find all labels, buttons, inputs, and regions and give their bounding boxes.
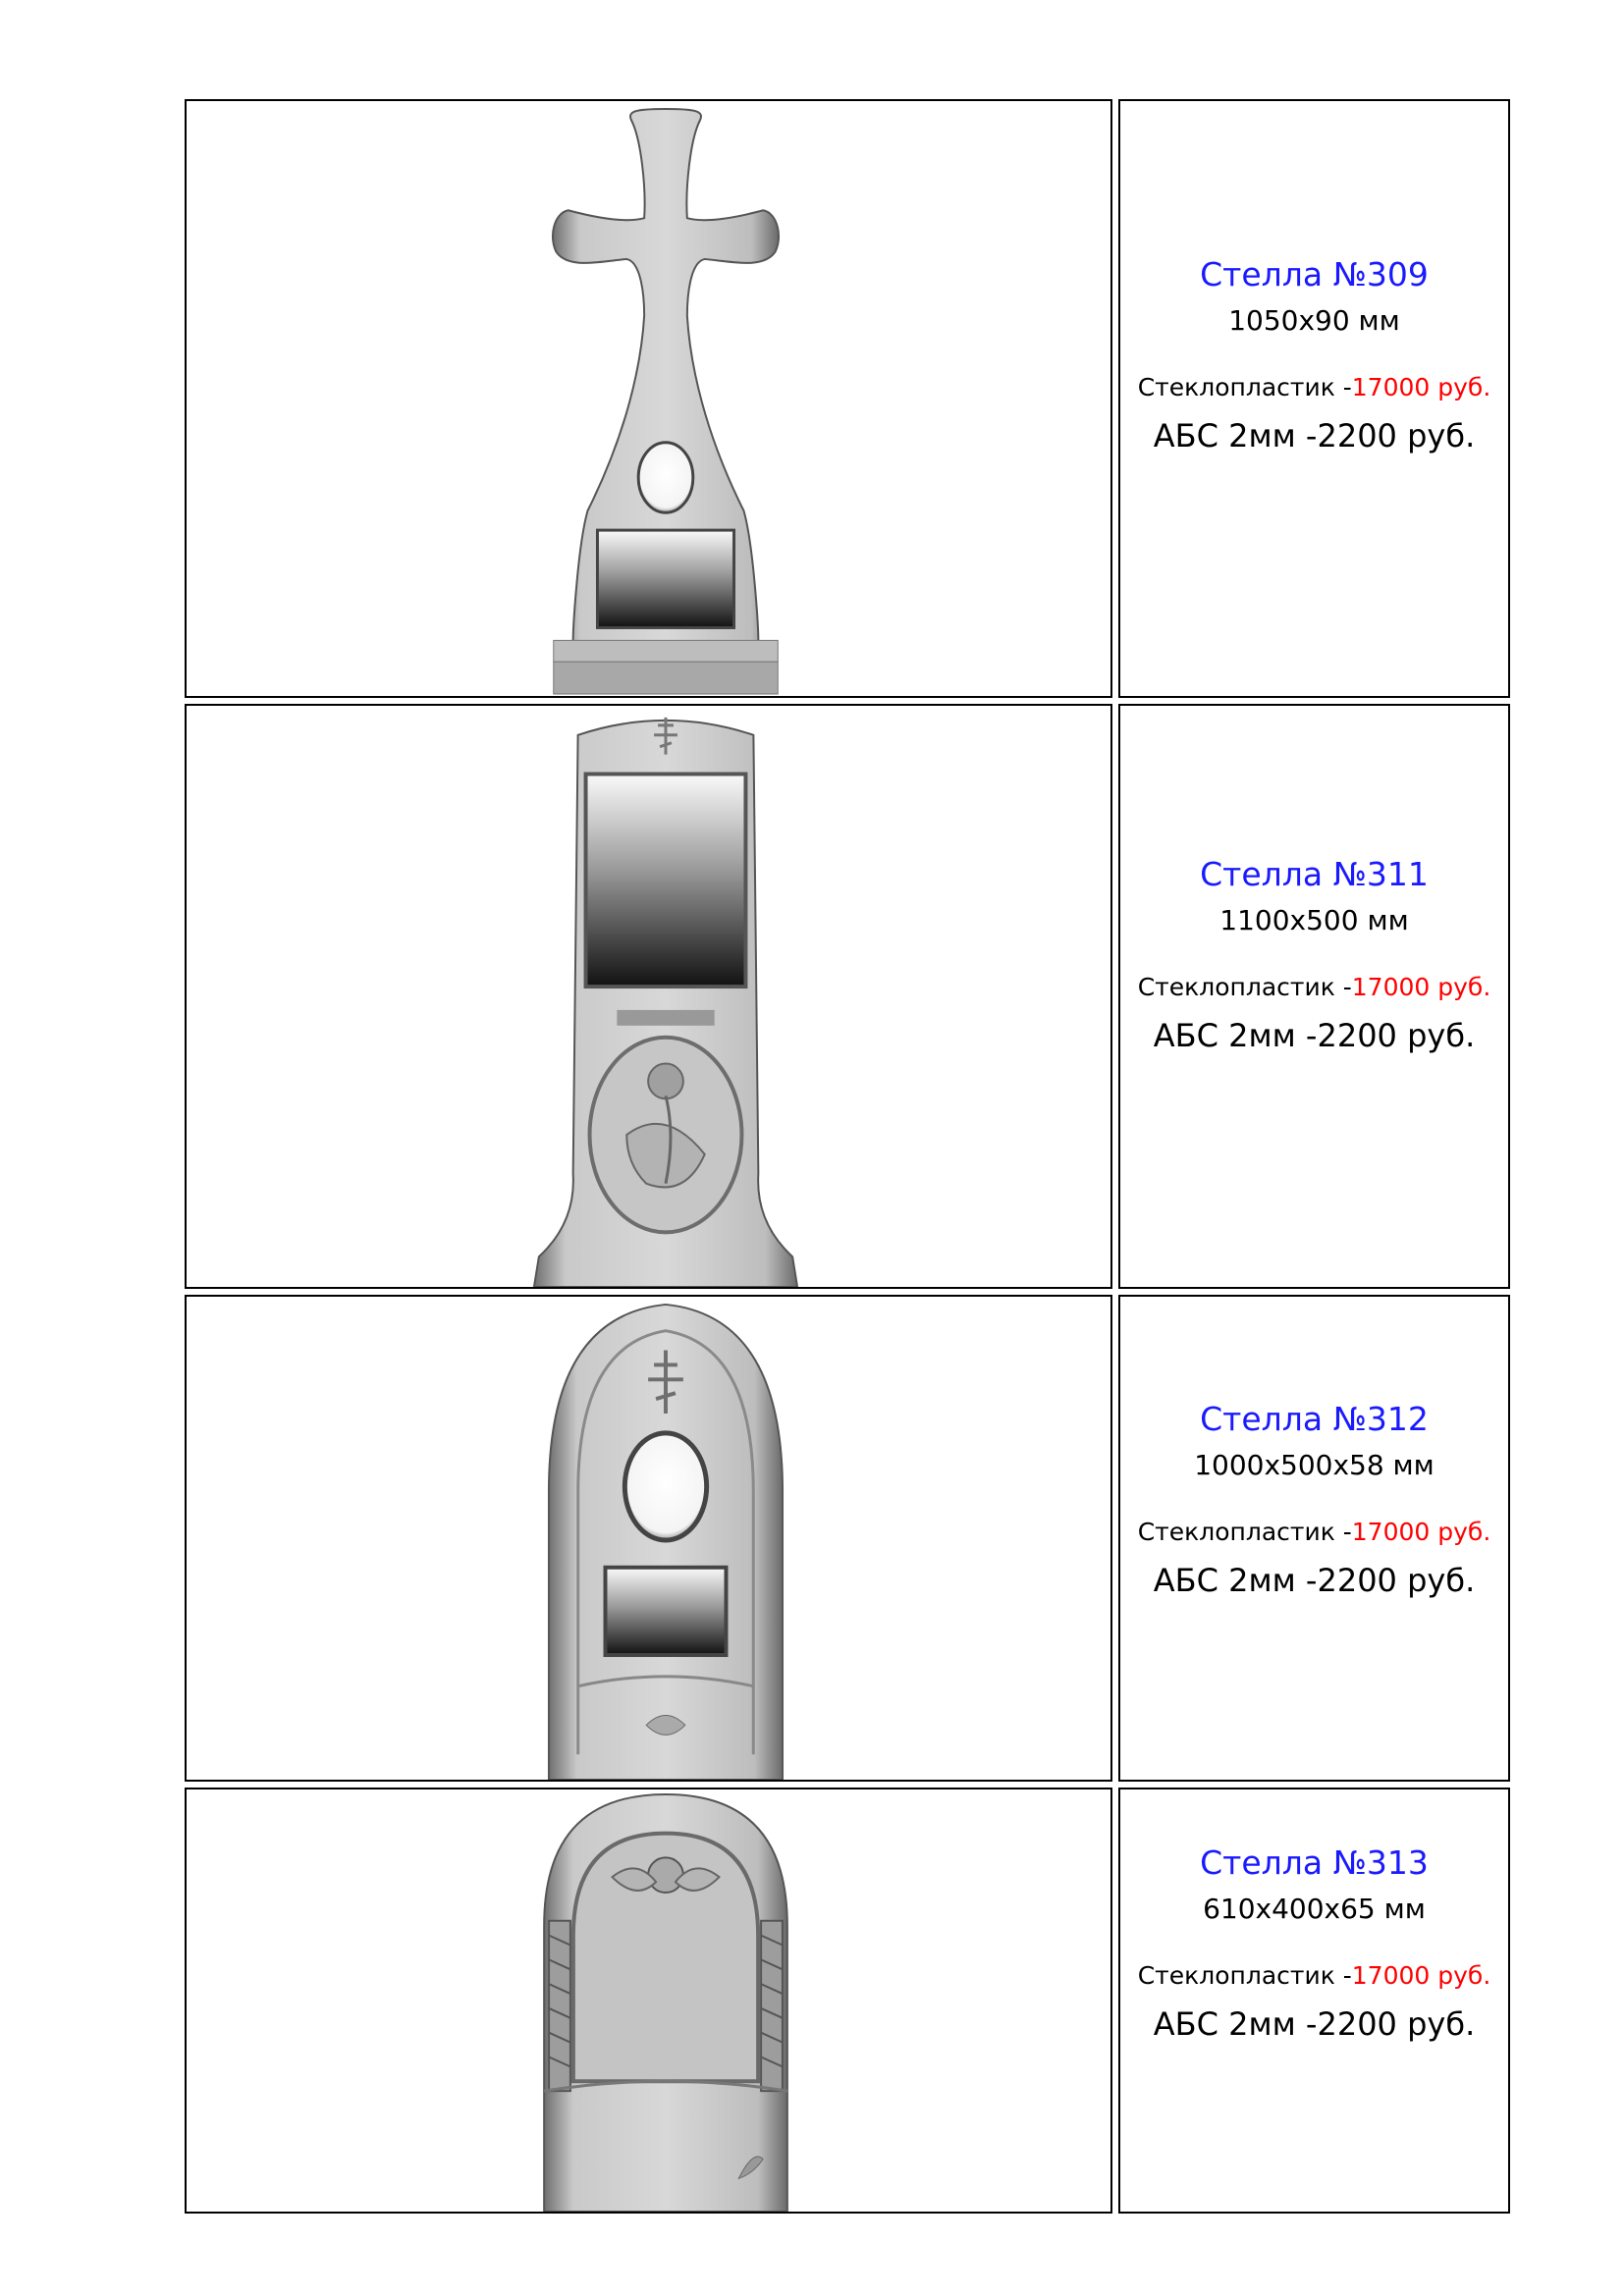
product-size: 1050х90 мм xyxy=(1228,304,1400,337)
product-row-313 xyxy=(185,1788,1510,2214)
abs-price-line: АБС 2мм -2200 руб. xyxy=(1153,2005,1476,2043)
price-value: 17000 руб. xyxy=(1351,1961,1491,1990)
material-label: Стеклопластик - xyxy=(1137,1961,1352,1990)
fiberglass-price-line xyxy=(1120,1961,1508,1991)
fiberglass-price-line xyxy=(1120,1518,1508,1547)
product-info-cell xyxy=(1118,1788,1510,2214)
abs-price-line: АБС 2мм -2200 руб. xyxy=(1153,417,1476,454)
fiberglass-price-line xyxy=(1120,373,1508,402)
product-name: Стелла №313 xyxy=(1200,1843,1429,1882)
product-size: 610х400х65 мм xyxy=(1203,1893,1426,1925)
material-label: Стеклопластик - xyxy=(1137,373,1352,401)
price-value: 17000 руб. xyxy=(1351,373,1491,401)
product-image-cell xyxy=(185,1295,1112,1782)
product-name: Стелла №312 xyxy=(1200,1400,1429,1438)
product-size: 1100х500 мм xyxy=(1219,904,1409,936)
angel-arch-stele-image xyxy=(518,1789,813,2212)
product-name: Стелла №311 xyxy=(1200,855,1429,893)
product-name: Стелла №309 xyxy=(1200,255,1429,294)
abs-price-line: АБС 2мм -2200 руб. xyxy=(1153,1562,1476,1599)
material-label: Стеклопластик - xyxy=(1137,1518,1352,1546)
product-row-312 xyxy=(185,1295,1510,1782)
product-info-cell xyxy=(1118,99,1510,698)
product-row-309 xyxy=(185,99,1510,698)
abs-price-line: АБС 2мм -2200 руб. xyxy=(1153,1017,1476,1054)
cross-stele-image xyxy=(518,101,813,696)
fiberglass-price-line xyxy=(1120,973,1508,1002)
product-size: 1000х500х58 мм xyxy=(1194,1449,1435,1481)
rose-hands-stele-image xyxy=(518,706,813,1287)
oval-photo-stele-image xyxy=(518,1297,813,1780)
price-value: 17000 руб. xyxy=(1351,1518,1491,1546)
material-label: Стеклопластик - xyxy=(1137,973,1352,1001)
product-image-cell xyxy=(185,1788,1112,2214)
product-info-cell xyxy=(1118,1295,1510,1782)
product-image-cell xyxy=(185,704,1112,1289)
price-value: 17000 руб. xyxy=(1351,973,1491,1001)
product-row-311 xyxy=(185,704,1510,1289)
product-info-cell xyxy=(1118,704,1510,1289)
product-image-cell xyxy=(185,99,1112,698)
